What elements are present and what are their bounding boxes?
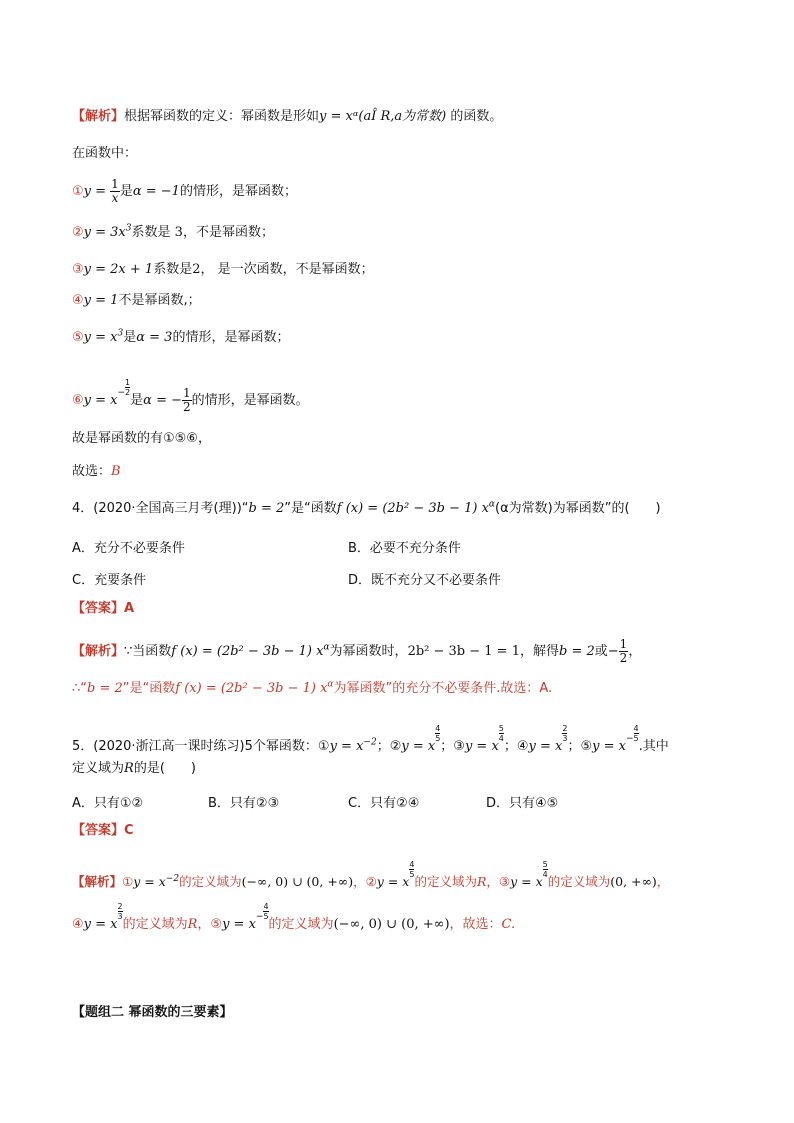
item-5: ⑤y = $x^3$是α = 3的情形，是幂函数； — [72, 328, 290, 345]
answer-line-3: 故选：B — [72, 464, 121, 479]
q4-explanation: 【解析】∵当函数f (x) = (2b² − 3b − 1) $x^\alpha$为幂函数时，2b² − 3b − 1 = 1，解得b = 2或− $\frac{1}{2}$ ， — [72, 637, 642, 665]
question-5: 5．(2020·浙江高一课时练习)5个幂函数：①y = $x^{-2}$；②y = x $\frac{4}{5}$ ；③y = x $\frac{5}{4}$ ；④y = x $\frac{2}{3}$ ；⑤y = x− $\frac{4}{5}$ .其中 — [72, 724, 669, 754]
fraction-1-over-x: $\frac{1}{x}$ — [111, 177, 119, 205]
q4-answer: 【答案】A — [72, 601, 135, 616]
question-4: 4．(2020·全国高三月考(理))“b = 2”是“函数f (x) = (2b² − 3b − 1) $x^\alpha(\alpha$为常数)为幂函数”的( ) — [72, 499, 661, 516]
q4-conclusion: ∴“b = 2”是“函数f (x) = (2b² − 3b − 1) $x^\alpha$为幂函数”的充分不必要条件.故选：A. — [72, 679, 553, 696]
conclusion: 故是幂函数的有①⑤⑥， — [72, 431, 211, 446]
intro-line: 在函数中： — [72, 146, 138, 161]
q5-explanation-2: ④y = x $\frac{2}{3}$ 的定义域为R，⑤y = x− $\frac{4}{5}$ 的定义域为(−∞, 0) ∪ (0, +∞)，故选：C. — [72, 902, 516, 932]
power-function-formula: y = xᵅ(aÎ R,a为常数) — [319, 109, 447, 124]
item-3: ③y = 2x + 1系数是2， 是一次函数，不是幂函数； — [72, 262, 374, 277]
question-5-line-2: 定义域为R的是( ) — [72, 761, 196, 776]
q5-answer: 【答案】C — [72, 823, 134, 838]
item-6: ⑥y = x− $\frac{1}{2}$ 是α = − $\frac{1}{2}$ 的情形，是幂函数。 — [72, 378, 309, 414]
q5-explanation-1: 【解析】①y = $x^{-2}$的定义域为(−∞, 0) ∪ (0, +∞)，②y = x $\frac{4}{5}$ 的定义域为R，③y = x $\frac{5}{4}$ 的定义域为(0, +∞)， — [72, 860, 670, 889]
q5-option-d: D．只有④⑤ — [486, 796, 559, 811]
q4-option-c: C．充要条件 — [72, 573, 147, 588]
item-4: ④y = 1不是幂函数,； — [72, 293, 201, 308]
q5-option-c: C．只有②④ — [348, 796, 420, 811]
section-heading: 【题组二 幂函数的三要素】 — [72, 1005, 233, 1020]
item-2: ②y = $3x^3$系数是 3，不是幂函数； — [72, 223, 274, 240]
q5-option-a: A．只有①② — [72, 796, 144, 811]
q4-option-b: B．必要不充分条件 — [348, 541, 461, 556]
item-1: ①y = $\frac{1}{x}$ 是α = −1的情形，是幂函数； — [72, 177, 297, 205]
analysis-definition: 【解析】根据幂函数的定义：幂函数是形如y = xᵅ(aÎ R,a为常数) 的函数。 — [72, 109, 503, 124]
analysis-tag: 【解析】 — [72, 109, 125, 124]
q4-option-a: A．充分不必要条件 — [72, 541, 185, 556]
q4-option-d: D．既不充分又不必要条件 — [348, 573, 502, 588]
q5-option-b: B．只有②③ — [208, 796, 280, 811]
